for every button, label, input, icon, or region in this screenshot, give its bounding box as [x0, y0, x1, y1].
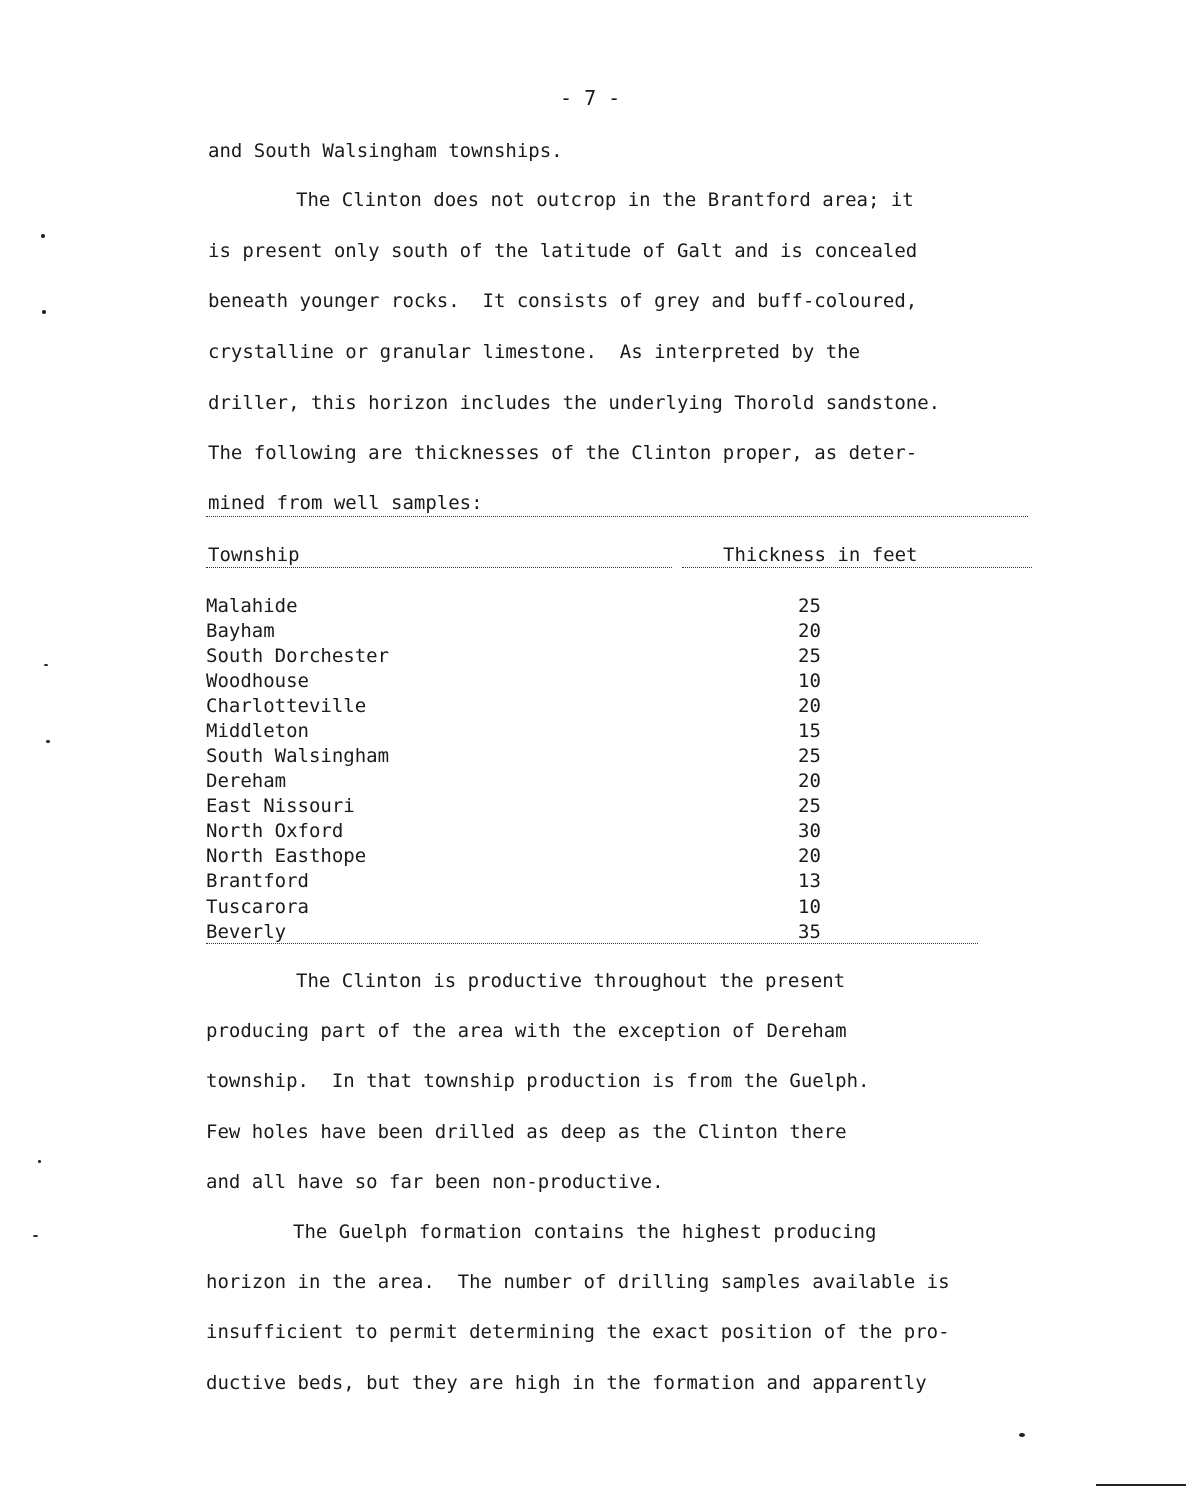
table-bottom-rule: [206, 943, 978, 944]
township-cell: Middleton: [206, 720, 309, 742]
table-row: [206, 620, 906, 645]
text-line: The following are thicknesses of the Clinton proper, as deter-: [208, 442, 918, 464]
table-row: [206, 770, 906, 795]
township-cell: South Walsingham: [206, 745, 390, 767]
text-line: insufficient to permit determining the exact position of the pro-: [206, 1321, 950, 1343]
township-cell: North Easthope: [206, 845, 367, 867]
table-top-rule: [206, 516, 1028, 517]
text-line: and all have so far been non-productive.: [206, 1171, 664, 1193]
text-line: crystalline or granular limestone. As interpreted by the: [208, 341, 861, 363]
township-cell: Tuscarora: [206, 896, 309, 918]
thickness-cell: 20: [798, 770, 821, 792]
table-header-rule-right: [682, 567, 1032, 568]
table-row: [206, 670, 906, 695]
thickness-cell: 13: [798, 870, 821, 892]
thickness-cell: 10: [798, 670, 821, 692]
thickness-cell: 20: [798, 695, 821, 717]
township-cell: Woodhouse: [206, 670, 309, 692]
scan-speck: [38, 1160, 41, 1163]
scan-speck: [1019, 1433, 1025, 1437]
table-row: [206, 720, 906, 745]
township-cell: East Nissouri: [206, 795, 355, 817]
township-cell: North Oxford: [206, 820, 344, 842]
thickness-cell: 20: [798, 845, 821, 867]
text-line: Few holes have been drilled as deep as the Clinton there: [206, 1121, 847, 1143]
text-line: township. In that township production is from the Guelph.: [206, 1070, 870, 1092]
scan-speck: [44, 664, 48, 666]
text-line: driller, this horizon includes the underlying Thorold sandstone.: [208, 392, 941, 414]
table-row: [206, 896, 906, 921]
scan-speck: [41, 234, 45, 238]
thickness-cell: 10: [798, 896, 821, 918]
text-line: The Clinton does not outcrop in the Brantford area; it: [296, 189, 914, 211]
table-header-rule-left: [206, 567, 672, 568]
thickness-cell: 30: [798, 820, 821, 842]
table-row: [206, 870, 906, 895]
thickness-cell: 15: [798, 720, 821, 742]
thickness-cell: 25: [798, 595, 821, 617]
thickness-cell: 20: [798, 620, 821, 642]
table-row: [206, 645, 906, 670]
table-row: [206, 845, 906, 870]
text-line: The Clinton is productive throughout the present: [296, 970, 846, 992]
thickness-cell: 25: [798, 645, 821, 667]
township-cell: South Dorchester: [206, 645, 390, 667]
text-line: The Guelph formation contains the highest producing: [293, 1221, 877, 1243]
table-row: [206, 695, 906, 720]
text-line: producing part of the area with the exception of Dereham: [206, 1020, 847, 1042]
township-cell: Brantford: [206, 870, 309, 892]
page-number: - 7 -: [560, 86, 621, 110]
township-cell: Beverly: [206, 921, 287, 943]
table-header-thickness: Thickness in feet: [723, 544, 918, 566]
table-row: [206, 820, 906, 845]
scan-speck: [33, 1235, 38, 1237]
table-row: [206, 745, 906, 770]
text-line: is present only south of the latitude of Galt and is concealed: [208, 240, 918, 262]
text-line: and South Walsingham townships.: [208, 140, 563, 162]
table-header-township: Township: [208, 544, 300, 566]
scan-speck: [42, 310, 46, 314]
table-row: [206, 595, 906, 620]
thickness-cell: 25: [798, 745, 821, 767]
township-cell: Malahide: [206, 595, 298, 617]
text-line: horizon in the area. The number of drilling samples available is: [206, 1271, 950, 1293]
text-line: beneath younger rocks. It consists of grey and buff-coloured,: [208, 290, 918, 312]
text-line: ductive beds, but they are high in the formation and apparently: [206, 1372, 927, 1394]
scan-speck: [46, 740, 50, 743]
table-row: [206, 795, 906, 820]
township-cell: Charlotteville: [206, 695, 367, 717]
scan-speck: [1096, 1484, 1186, 1486]
township-cell: Bayham: [206, 620, 275, 642]
thickness-cell: 25: [798, 795, 821, 817]
text-line: mined from well samples:: [208, 492, 483, 514]
township-cell: Dereham: [206, 770, 287, 792]
thickness-cell: 35: [798, 921, 821, 943]
